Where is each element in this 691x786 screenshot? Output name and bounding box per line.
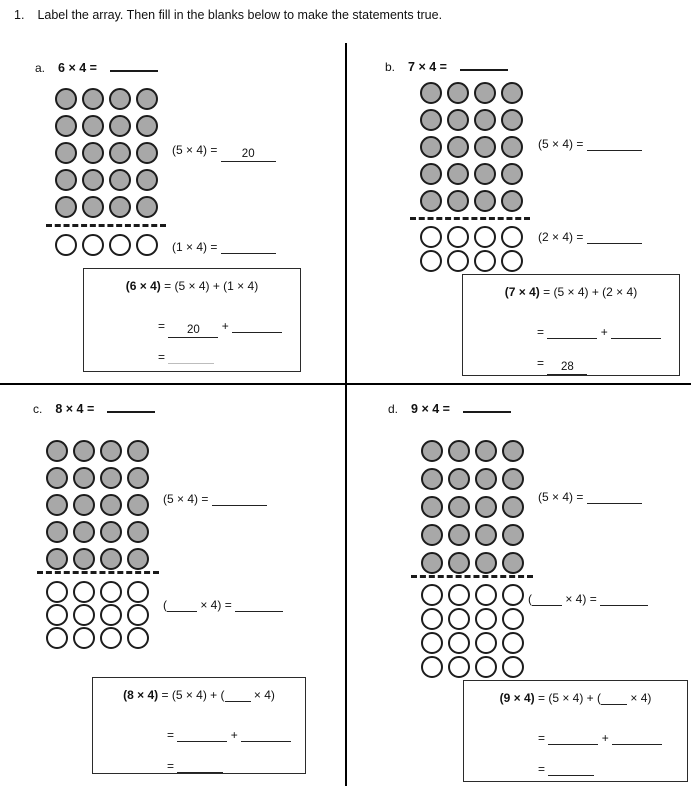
gray-dot xyxy=(474,109,496,131)
answer-text: 20 xyxy=(241,148,255,160)
plus-sign: + xyxy=(600,325,608,339)
part-equation: 8 × 4 = xyxy=(55,402,95,416)
gray-dot xyxy=(448,468,470,490)
answer-blank xyxy=(232,319,282,333)
answer-blank xyxy=(212,492,267,506)
equation-rhs-prefix: = (5 × 4) + ( xyxy=(161,688,225,702)
white-dot xyxy=(127,604,149,626)
white-dot xyxy=(73,581,95,603)
gray-dot xyxy=(502,440,524,462)
gray-dot xyxy=(100,467,122,489)
gray-dot xyxy=(447,163,469,185)
gray-dot xyxy=(447,136,469,158)
gray-dot xyxy=(448,524,470,546)
answer-blank xyxy=(612,731,662,745)
gray-dot xyxy=(100,494,122,516)
white-dot xyxy=(420,226,442,248)
caption-prefix: ( xyxy=(528,592,532,606)
white-row-caption xyxy=(172,240,276,254)
gray-row-caption xyxy=(172,143,276,162)
gray-row-caption xyxy=(163,492,267,506)
gray-dot xyxy=(501,190,523,212)
gray-dot xyxy=(136,142,158,164)
part-c-heading xyxy=(33,398,155,416)
gray-dot xyxy=(136,196,158,218)
gray-dot xyxy=(46,521,68,543)
white-dot xyxy=(475,656,497,678)
answer-blank xyxy=(532,592,562,606)
part-d-heading xyxy=(388,398,511,416)
plus-sign: + xyxy=(601,731,609,745)
white-dot xyxy=(475,632,497,654)
caption-text: (1 × 4) = xyxy=(172,240,218,254)
equals-sign: = xyxy=(158,350,166,364)
gray-dot xyxy=(46,440,68,462)
gray-dot xyxy=(475,524,497,546)
answer-blank xyxy=(221,148,276,162)
caption-text: (2 × 4) = xyxy=(538,230,584,244)
white-dot xyxy=(109,234,131,256)
equation-rhs-suffix: × 4) xyxy=(253,688,275,702)
equation-lhs: (8 × 4) xyxy=(123,688,159,702)
question-title xyxy=(14,8,442,22)
gray-dot xyxy=(447,109,469,131)
answer-blank xyxy=(167,598,197,612)
equals-sign: = xyxy=(538,731,546,745)
white-dot xyxy=(502,632,524,654)
gray-dot xyxy=(73,548,95,570)
white-dot xyxy=(501,250,523,272)
answer-blank xyxy=(587,490,642,504)
white-dot xyxy=(474,250,496,272)
part-letter: a. xyxy=(35,61,46,75)
gray-dot-array xyxy=(55,88,158,218)
equation-line-2 xyxy=(538,731,662,745)
answer-blank xyxy=(235,598,283,612)
equation-line-2 xyxy=(158,319,282,338)
gray-dot xyxy=(474,82,496,104)
answer-blank xyxy=(225,688,251,702)
gray-dot xyxy=(421,524,443,546)
answer-blank xyxy=(601,691,627,705)
gray-dot xyxy=(109,88,131,110)
white-dot xyxy=(421,584,443,606)
gray-dot xyxy=(420,109,442,131)
answer-blank xyxy=(221,240,276,254)
gray-dot xyxy=(421,496,443,518)
gray-dot xyxy=(421,552,443,574)
equation-line-3 xyxy=(167,759,223,773)
dashed-separator xyxy=(37,571,159,574)
equals-sign: = xyxy=(167,728,175,742)
answer-blank xyxy=(460,56,508,71)
equation-rhs-suffix: × 4) xyxy=(630,691,652,705)
gray-dot xyxy=(82,88,104,110)
plus-sign: + xyxy=(221,319,229,333)
gray-dot xyxy=(55,115,77,137)
gray-dot xyxy=(501,136,523,158)
equation-lhs: (7 × 4) xyxy=(504,285,540,299)
white-dot xyxy=(448,584,470,606)
gray-dot xyxy=(420,136,442,158)
equation-rhs: = (5 × 4) + (1 × 4) xyxy=(164,279,259,293)
part-a-heading xyxy=(35,57,158,75)
equation-line-1 xyxy=(464,691,687,705)
white-dot xyxy=(448,656,470,678)
equals-sign: = xyxy=(538,762,546,776)
answer-blank xyxy=(463,398,511,413)
part-equation: 9 × 4 = xyxy=(411,402,450,416)
gray-dot xyxy=(109,142,131,164)
equation-line-1 xyxy=(84,279,300,293)
gray-dot xyxy=(448,496,470,518)
part-letter: d. xyxy=(388,402,399,416)
white-dot-array xyxy=(55,234,158,256)
gray-dot xyxy=(502,552,524,574)
dashed-separator xyxy=(411,575,533,578)
gray-dot xyxy=(501,163,523,185)
gray-dot xyxy=(55,88,77,110)
equation-line-3 xyxy=(538,762,594,776)
white-dot xyxy=(474,226,496,248)
gray-dot xyxy=(73,521,95,543)
white-dot xyxy=(55,234,77,256)
equation-line-3 xyxy=(158,350,214,364)
gray-dot xyxy=(127,467,149,489)
gray-dot xyxy=(136,115,158,137)
gray-dot xyxy=(502,524,524,546)
white-dot-array xyxy=(421,584,524,678)
gray-dot xyxy=(502,468,524,490)
gray-dot-array xyxy=(421,440,524,574)
gray-dot xyxy=(73,440,95,462)
gray-dot xyxy=(46,494,68,516)
answer-blank xyxy=(177,728,227,742)
white-dot xyxy=(46,581,68,603)
equals-sign: = xyxy=(537,325,545,339)
white-dot xyxy=(502,584,524,606)
answer-blank xyxy=(241,728,291,742)
gray-dot xyxy=(136,88,158,110)
gray-dot xyxy=(55,169,77,191)
gray-dot xyxy=(421,468,443,490)
gray-row-caption xyxy=(538,490,642,504)
answer-blank xyxy=(587,230,642,244)
part-b-heading xyxy=(385,56,508,74)
white-dot-array xyxy=(46,581,149,649)
gray-row-caption xyxy=(538,137,642,151)
part-letter: b. xyxy=(385,60,396,74)
equation-line-2 xyxy=(537,325,661,339)
gray-dot xyxy=(474,190,496,212)
white-dot xyxy=(448,608,470,630)
gray-dot xyxy=(109,196,131,218)
white-dot xyxy=(421,632,443,654)
white-dot xyxy=(502,608,524,630)
gray-dot xyxy=(447,190,469,212)
white-dot xyxy=(100,627,122,649)
caption-text: (5 × 4) = xyxy=(538,490,584,504)
gray-dot xyxy=(474,136,496,158)
gray-dot xyxy=(420,82,442,104)
equation-line-1 xyxy=(463,285,679,299)
gray-dot xyxy=(475,440,497,462)
white-dot xyxy=(447,226,469,248)
answer-blank xyxy=(168,350,214,364)
answer-blank xyxy=(177,759,223,773)
white-dot xyxy=(475,584,497,606)
caption-text: (5 × 4) = xyxy=(538,137,584,151)
gray-dot xyxy=(100,548,122,570)
gray-dot xyxy=(127,521,149,543)
gray-dot xyxy=(448,440,470,462)
part-equation: 6 × 4 = xyxy=(58,61,97,75)
equals-sign: = xyxy=(158,319,166,333)
answer-blank xyxy=(107,398,155,413)
dashed-separator xyxy=(46,224,166,227)
white-dot xyxy=(421,608,443,630)
dashed-separator xyxy=(410,217,530,220)
gray-dot xyxy=(73,494,95,516)
answer-blank xyxy=(110,57,158,72)
white-dot xyxy=(502,656,524,678)
gray-dot xyxy=(100,521,122,543)
gray-dot xyxy=(127,494,149,516)
gray-dot xyxy=(420,190,442,212)
answer-blank xyxy=(548,731,598,745)
answer-blank xyxy=(168,324,218,338)
gray-dot xyxy=(501,109,523,131)
gray-dot xyxy=(109,169,131,191)
answer-blank xyxy=(600,592,648,606)
gray-dot xyxy=(421,440,443,462)
gray-dot xyxy=(82,142,104,164)
white-dot xyxy=(501,226,523,248)
white-row-caption xyxy=(163,598,283,612)
equation-line-2 xyxy=(167,728,291,742)
part-equation: 7 × 4 = xyxy=(408,60,447,74)
white-dot xyxy=(127,581,149,603)
white-dot-array xyxy=(420,226,523,272)
gray-dot xyxy=(475,496,497,518)
caption-suffix: × 4) = xyxy=(565,592,597,606)
equation-lhs: (6 × 4) xyxy=(125,279,161,293)
vertical-divider xyxy=(345,43,347,786)
equation-line-1 xyxy=(93,688,305,702)
question-number: 1. xyxy=(14,8,25,22)
gray-dot xyxy=(475,468,497,490)
white-dot xyxy=(73,627,95,649)
answer-text: 20 xyxy=(186,324,200,336)
gray-dot xyxy=(55,142,77,164)
gray-dot xyxy=(127,548,149,570)
white-dot xyxy=(420,250,442,272)
part-letter: c. xyxy=(33,402,43,416)
equation-rhs-prefix: = (5 × 4) + ( xyxy=(537,691,602,705)
white-dot xyxy=(73,604,95,626)
answer-blank xyxy=(548,762,594,776)
gray-dot xyxy=(46,548,68,570)
answer-blank xyxy=(547,361,587,375)
caption-text: (5 × 4) = xyxy=(172,143,218,157)
gray-dot xyxy=(82,196,104,218)
equation-lhs: (9 × 4) xyxy=(499,691,535,705)
equals-sign: = xyxy=(167,759,175,773)
gray-dot xyxy=(447,82,469,104)
gray-dot xyxy=(55,196,77,218)
white-dot xyxy=(46,627,68,649)
equation-line-3 xyxy=(537,356,587,375)
caption-suffix: × 4) = xyxy=(200,598,232,612)
equation-box xyxy=(462,274,680,376)
white-dot xyxy=(100,604,122,626)
equals-sign: = xyxy=(537,356,545,370)
gray-dot xyxy=(474,163,496,185)
equation-rhs: = (5 × 4) + (2 × 4) xyxy=(543,285,638,299)
caption-text: (5 × 4) = xyxy=(163,492,209,506)
gray-dot xyxy=(46,467,68,489)
white-dot xyxy=(421,656,443,678)
gray-dot xyxy=(82,115,104,137)
caption-prefix: ( xyxy=(163,598,167,612)
answer-blank xyxy=(547,325,597,339)
equation-box xyxy=(92,677,306,774)
gray-dot xyxy=(100,440,122,462)
gray-dot xyxy=(475,552,497,574)
gray-dot-array xyxy=(420,82,523,212)
gray-dot xyxy=(73,467,95,489)
equation-box xyxy=(463,680,688,782)
plus-sign: + xyxy=(230,728,238,742)
white-dot xyxy=(127,627,149,649)
white-dot xyxy=(136,234,158,256)
gray-dot-array xyxy=(46,440,149,570)
question-text: Label the array. Then fill in the blanks below to make the statements true. xyxy=(37,8,443,22)
gray-dot xyxy=(82,169,104,191)
white-row-caption xyxy=(538,230,642,244)
white-dot xyxy=(46,604,68,626)
answer-blank xyxy=(611,325,661,339)
gray-dot xyxy=(420,163,442,185)
white-dot xyxy=(447,250,469,272)
gray-dot xyxy=(502,496,524,518)
white-dot xyxy=(475,608,497,630)
white-dot xyxy=(100,581,122,603)
answer-blank xyxy=(587,137,642,151)
gray-dot xyxy=(136,169,158,191)
white-row-caption xyxy=(528,592,648,606)
gray-dot xyxy=(448,552,470,574)
horizontal-divider xyxy=(0,383,691,385)
gray-dot xyxy=(109,115,131,137)
answer-text: 28 xyxy=(560,361,574,373)
gray-dot xyxy=(501,82,523,104)
gray-dot xyxy=(127,440,149,462)
white-dot xyxy=(448,632,470,654)
white-dot xyxy=(82,234,104,256)
equation-box xyxy=(83,268,301,372)
